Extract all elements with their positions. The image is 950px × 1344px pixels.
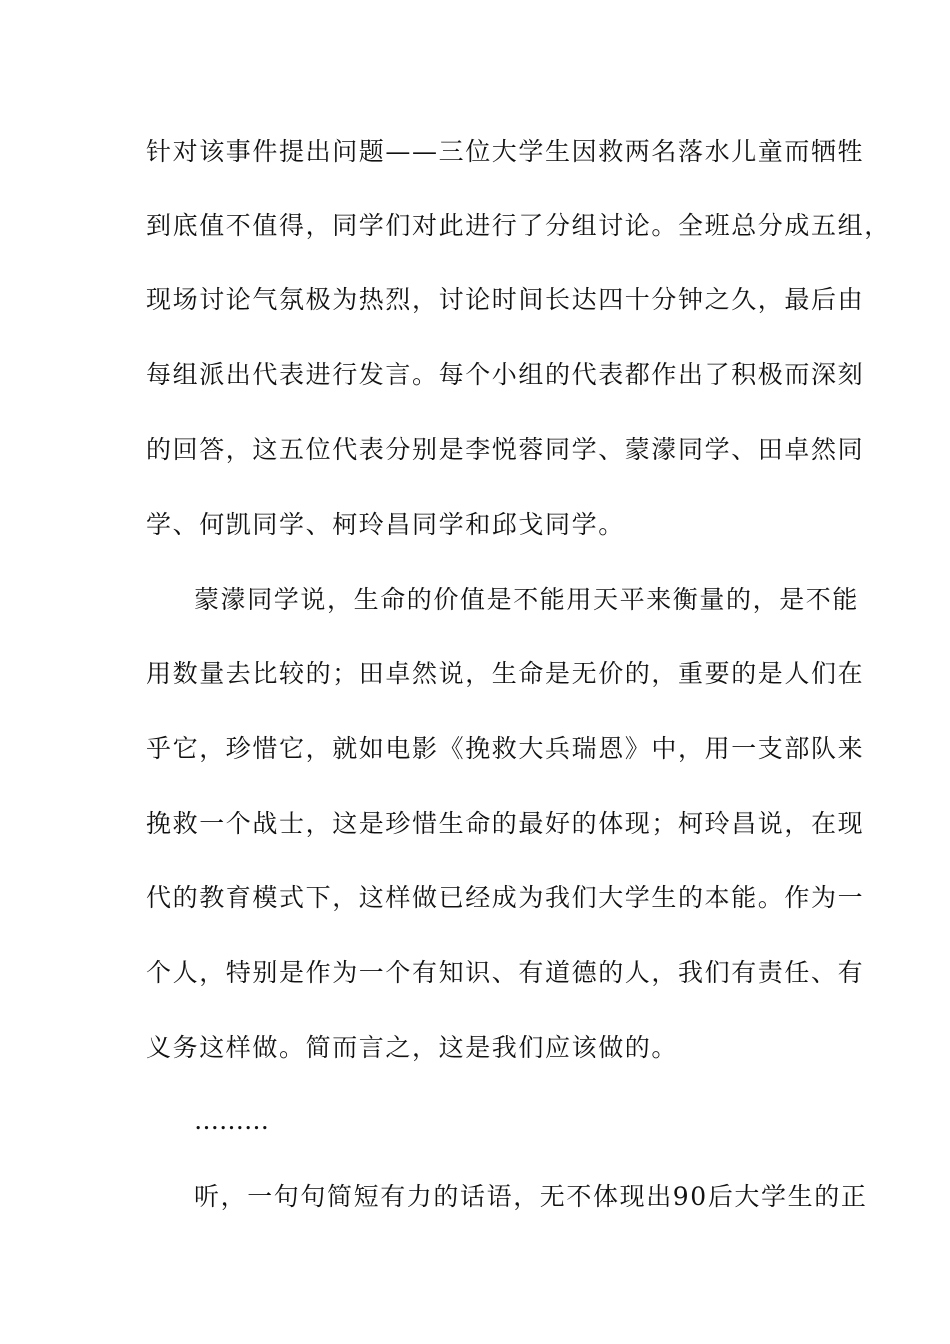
text-line-5: 的回答，这五位代表分别是李悦蓉同学、蒙濛同学、田卓然同 xyxy=(146,435,865,464)
text-line-15: 听，一句句简短有力的话语，无不体现出90后大学生的正 xyxy=(194,1182,868,1211)
text-line-3: 现场讨论气氛极为热烈，讨论时间长达四十分钟之久，最后由 xyxy=(146,285,865,314)
text-line-1: 针对该事件提出问题——三位大学生因救两名落水儿童而牺牲 xyxy=(146,137,865,166)
text-line-10: 挽救一个战士，这是珍惜生命的最好的体现；柯玲昌说，在现 xyxy=(146,809,865,838)
text-line-4: 每组派出代表进行发言。每个小组的代表都作出了积极而深刻 xyxy=(146,360,865,389)
text-line-6: 学、何凯同学、柯玲昌同学和邱戈同学。 xyxy=(146,510,625,539)
text-line-13: 义务这样做。简而言之，这是我们应该做的。 xyxy=(146,1033,679,1062)
text-line-2: 到底值不值得，同学们对此进行了分组讨论。全班总分成五组， xyxy=(146,211,891,240)
text-line-9: 乎它，珍惜它，就如电影《挽救大兵瑞恩》中，用一支部队来 xyxy=(146,734,865,763)
text-line-7: 蒙濛同学说，生命的价值是不能用天平来衡量的，是不能 xyxy=(194,585,860,614)
text-line-11: 代的教育模式下，这样做已经成为我们大学生的本能。作为一 xyxy=(146,883,865,912)
text-line-8: 用数量去比较的；田卓然说，生命是无价的，重要的是人们在 xyxy=(146,659,865,688)
text-line-12: 个人，特别是作为一个有知识、有道德的人，我们有责任、有 xyxy=(146,958,865,987)
ellipsis-line: ……… xyxy=(194,1106,269,1135)
